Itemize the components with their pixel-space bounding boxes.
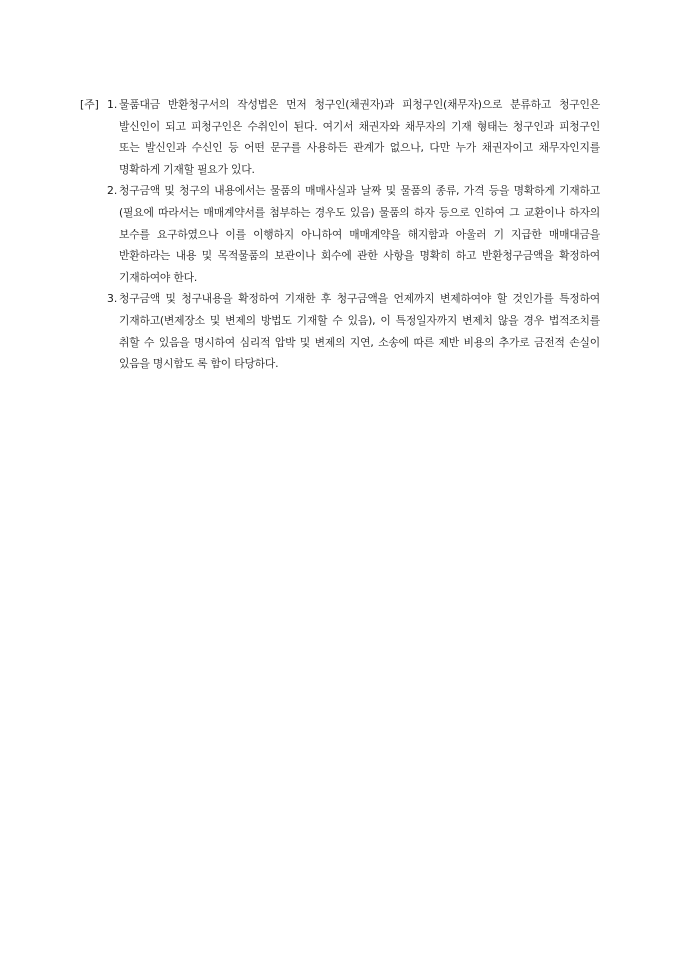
note-tag: [주] [80, 98, 99, 111]
note-number-1: 1. [107, 98, 118, 111]
note-item-2 [80, 180, 600, 288]
note-text-1: 물품대금 반환청구서의 작성법은 먼저 청구인(채권자)과 피청구인(채무자)으로 분류하고 청구인은 발신인이 되고 피청구인은 수취인이 된다. 여기서 채권자와 채무자의 기재 형태는 청구인과 피청구인 또는 발신인과 수신인 등 어떤 문구를 사용하든 관계가 없으나, 다만 누가 채권자이고 채무자인지를 명확하게 기재할 필요가 있다. [119, 98, 600, 176]
note-text-2: 청구금액 및 청구의 내용에서는 물품의 매매사실과 날짜 및 물품의 종류, 가격 등을 명확하게 기재하고(필요에 따라서는 매매계약서를 첨부하는 경우도 있음) 물품의 하자 등으로 인하여 그 교환이나 하자의 보수를 요구하였으나 이를 이행하지 아니하여 매매계약을 해지함과 아울러 기 지급한 매매대금을 반환하라는 내용 및 목적물품의 보관이나 회수에 관한 사항을 명확히 하고 반환청구금액을 확정하여 기재하여야 한다. [119, 184, 600, 284]
note-text-3: 청구금액 및 청구내용을 확정하여 기재한 후 청구금액을 언제까지 변제하여야 할 것인가를 특정하여 기재하고(변제장소 및 변제의 방법도 기재할 수 있음), 이 특정일자까지 변제치 않을 경우 법적조치를 취할 수 있음을 명시하여 심리적 압박 및 변제의 지연, 소송에 따른 제반 비용의 추가로 금전적 손실이 있음을 명시함도 록 함이 타당하다. [119, 292, 600, 371]
note-number-2: 2. [107, 184, 118, 198]
note-item-1 [80, 94, 600, 180]
notes-section [80, 94, 600, 375]
note-item-3 [80, 288, 600, 374]
note-number-3: 3. [107, 292, 118, 306]
